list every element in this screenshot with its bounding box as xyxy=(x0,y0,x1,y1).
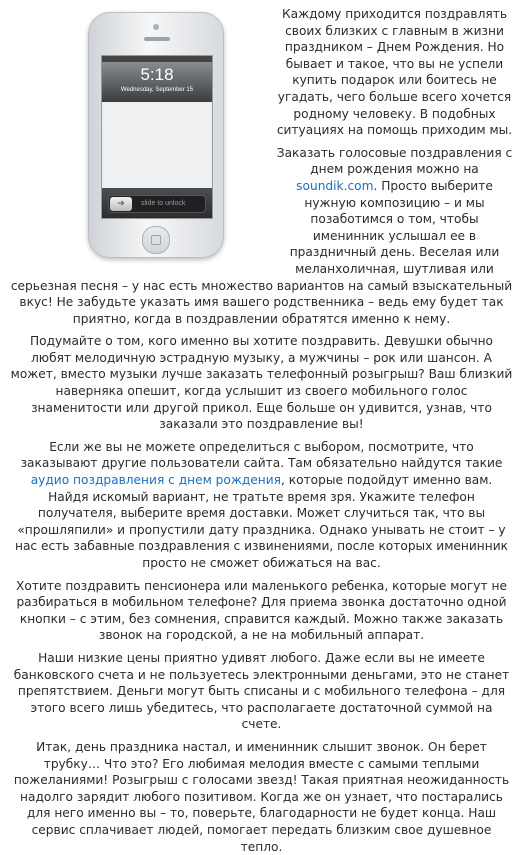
phone-image xyxy=(10,6,268,268)
paragraph-think: Подумайте о том, кого именно вы хотите поздравить. Девушки обычно любят мелодичную эстрадную музыку, а мужчины – рок или шансон. А может, вместо музыки лучше заказать телефонный розыгрыш? Ваш близкий наверняка опешит, когда услышит из своего мобильного голос знаменитости или другой прикол. Еще больше он удивится, узнав, что заказали это поздравление вы! xyxy=(10,334,513,432)
paragraph-choose xyxy=(10,439,513,572)
paragraph-text: Заказать голосовые поздравления с днем рождения можно на xyxy=(276,145,513,177)
arrow-right-icon: ➜ xyxy=(110,197,132,211)
paragraph-text: . Просто выберите нужную композицию – и мы позаботимся о том, чтобы именинник услышал ее в праздничный день. Веселая или меланхоличная, шутливая или серьезная песня – у нас есть множество вариантов на самый взыскательный вкус! Не забудьте указать имя вашего родственника – ведь ему будет так приятно, когда в поздравлении обратятся именно к нему. xyxy=(10,178,513,326)
lock-date: Wednesday, September 15 xyxy=(120,87,194,93)
paragraph-intro: Каждому приходится поздравлять своих близких с главным в жизни праздником – Днем Рождения. Но бывает и такое, что вы не успели купить подарок или боитесь не угадать, чего больше всего хочется родному человеку. В подобных ситуациях на помощь приходим мы. xyxy=(276,7,513,138)
home-button-icon xyxy=(142,226,170,254)
slide-text: slide to unlock xyxy=(141,200,186,207)
smartphone-icon xyxy=(88,12,224,258)
slide-panel xyxy=(102,188,212,218)
slide-track xyxy=(108,195,206,213)
lock-time: 5:18 xyxy=(140,65,174,84)
phone-screen xyxy=(101,55,213,219)
paragraph-text: , которые подойдут именно вам. Найдя искомый вариант, не тратьте время зря. Укажите телефон получателя, выберите время доставки. Может случиться так, что вы «прошляпили» и пропустили дату праздника. Однако унывать не стоит – у нас есть забавные поздравления с извинениями, после которых именинник просто не сможет обижаться на вас. xyxy=(14,473,508,570)
paragraph-pensioner: Хотите поздравить пенсионера или маленького ребенка, которые могут не разбираться в мобильном телефоне? Для приема звонка достаточно одной кнопки – с этим, без сомнения, справится каждый. Можно также заказать звонок на городской, а не на мобильный аппарат. xyxy=(16,578,507,643)
paragraph-prices: Наши низкие цены приятно удивят любого. Даже если вы не имеете банковского счета и не пользуетесь электронными деньгами, это не станет препятствием. Деньги могут быть списаны и с мобильного телефона – для этого всего лишь убедитесь, что располагаете достаточной суммой на счете. xyxy=(13,650,510,732)
paragraph-conclusion: Итак, день праздника настал, и именинник слышит звонок. Он берет трубку… Что это? Его любимая мелодия вместе с самыми теплыми пожеланиями! Розыгрыш с голосами звезд! Такая приятная неожиданность надолго зарядит любого позитивом. Когда же он узнает, что постарались для него именно вы – то, поверьте, благодарности не будет конца. Наш сервис сплачивает людей, помогает передать близким свое душевное тепло. xyxy=(13,739,510,854)
paragraph-text: Если же вы не можете определиться с выбором, посмотрите, что заказывают другие пользователи сайта. Там обязательно найдутся такие xyxy=(20,439,503,471)
earpiece xyxy=(144,37,170,41)
soundik-link[interactable]: soundik.com xyxy=(296,178,374,193)
audio-greetings-link[interactable]: аудио поздравления с днем рождения xyxy=(30,473,282,488)
camera-dot xyxy=(153,24,159,30)
lock-panel xyxy=(102,62,212,102)
